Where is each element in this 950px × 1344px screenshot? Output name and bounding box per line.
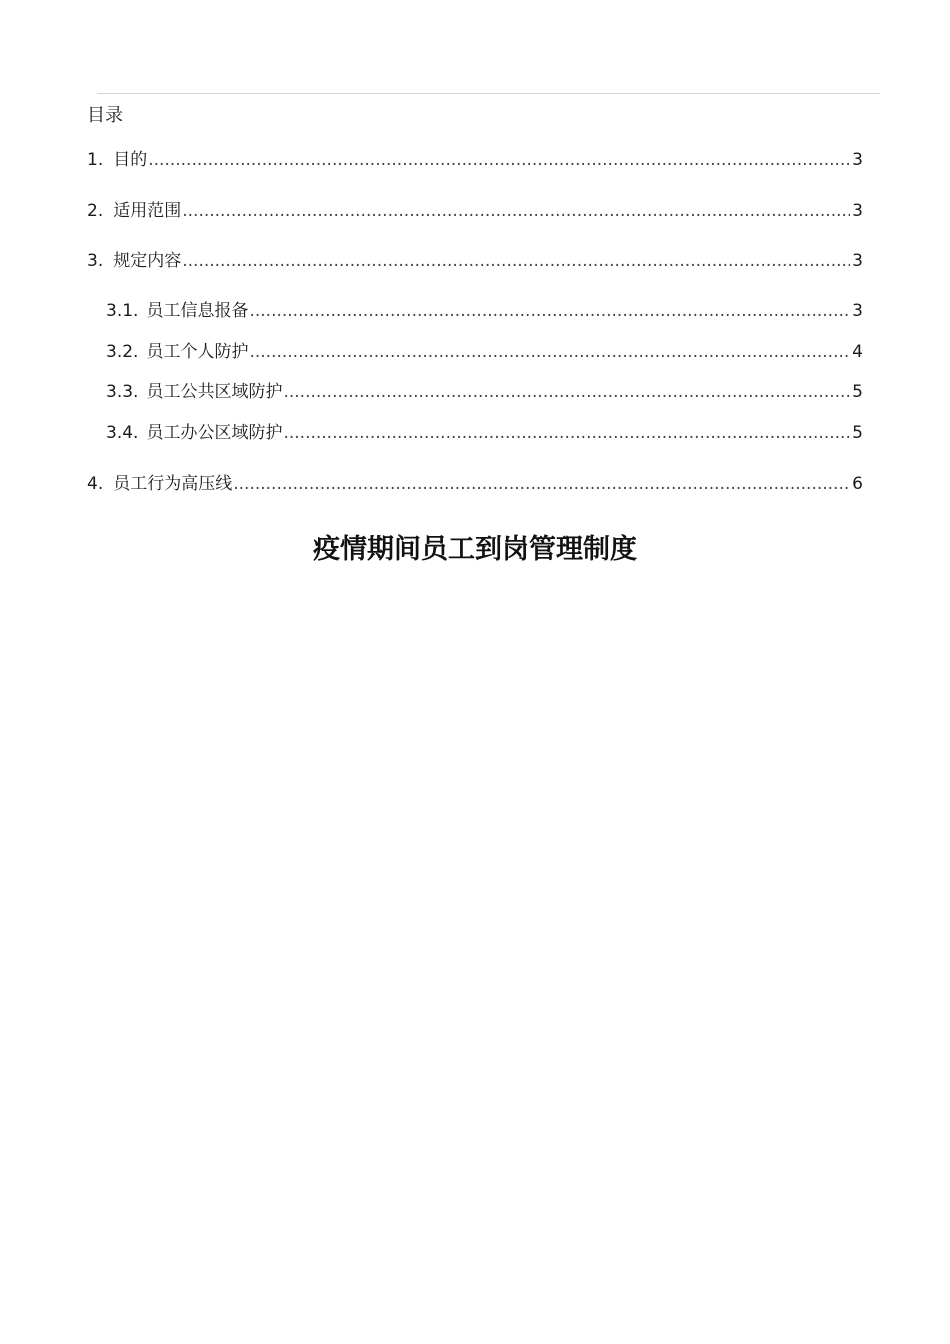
toc-entry-page: 3	[852, 251, 863, 271]
toc-entry-text: 员工信息报备	[146, 301, 249, 321]
toc-entry-scope[interactable]	[87, 199, 863, 223]
toc-entry-provisions[interactable]	[87, 249, 863, 273]
toc-entry-page: 4	[852, 342, 863, 362]
toc-dot-leader	[182, 199, 850, 223]
toc-entry-number: 4.	[87, 474, 104, 494]
toc-entry-text: 员工个人防护	[146, 342, 249, 362]
toc-dot-leader	[233, 472, 850, 496]
toc-entry-text: 员工办公区域防护	[146, 423, 283, 443]
toc-dot-leader	[283, 380, 850, 404]
toc-entry-number: 3.1.	[106, 301, 139, 321]
toc-entry-purpose[interactable]	[87, 148, 863, 172]
toc-entry-number: 3.2.	[106, 342, 139, 362]
toc-entry-text: 员工行为高压线	[113, 474, 233, 494]
toc-entry-number: 3.	[87, 251, 104, 271]
toc-entry-number: 3.3.	[106, 382, 139, 402]
toc-entry-number: 3.4.	[106, 423, 139, 443]
toc-dot-leader	[283, 421, 850, 445]
toc-entry-personal-protection[interactable]	[106, 340, 863, 364]
toc-entry-number: 2.	[87, 201, 104, 221]
toc-dot-leader	[249, 340, 850, 364]
toc-entry-conduct-redlines[interactable]	[87, 472, 863, 496]
toc-entry-page: 6	[852, 474, 863, 494]
toc-entry-number: 1.	[87, 150, 104, 170]
toc-dot-leader	[148, 148, 850, 172]
toc-dot-leader	[182, 249, 850, 273]
toc-dot-leader	[249, 299, 850, 323]
document-title: 疫情期间员工到岗管理制度	[313, 534, 637, 565]
toc-entry-text: 员工公共区域防护	[146, 382, 283, 402]
toc-entry-public-area-protection[interactable]	[106, 380, 863, 404]
header-rule	[97, 93, 880, 94]
toc-entry-page: 5	[852, 382, 863, 402]
toc-entry-text: 规定内容	[113, 251, 182, 271]
toc-entry-info-report[interactable]	[106, 299, 863, 323]
toc-entry-page: 3	[852, 201, 863, 221]
toc-entry-page: 3	[852, 150, 863, 170]
toc-entry-page: 3	[852, 301, 863, 321]
toc-entry-office-area-protection[interactable]	[106, 421, 863, 445]
toc-entry-page: 5	[852, 423, 863, 443]
toc-heading: 目录	[87, 105, 123, 126]
toc-entry-text: 适用范围	[113, 201, 182, 221]
toc-entry-text: 目的	[113, 150, 148, 170]
